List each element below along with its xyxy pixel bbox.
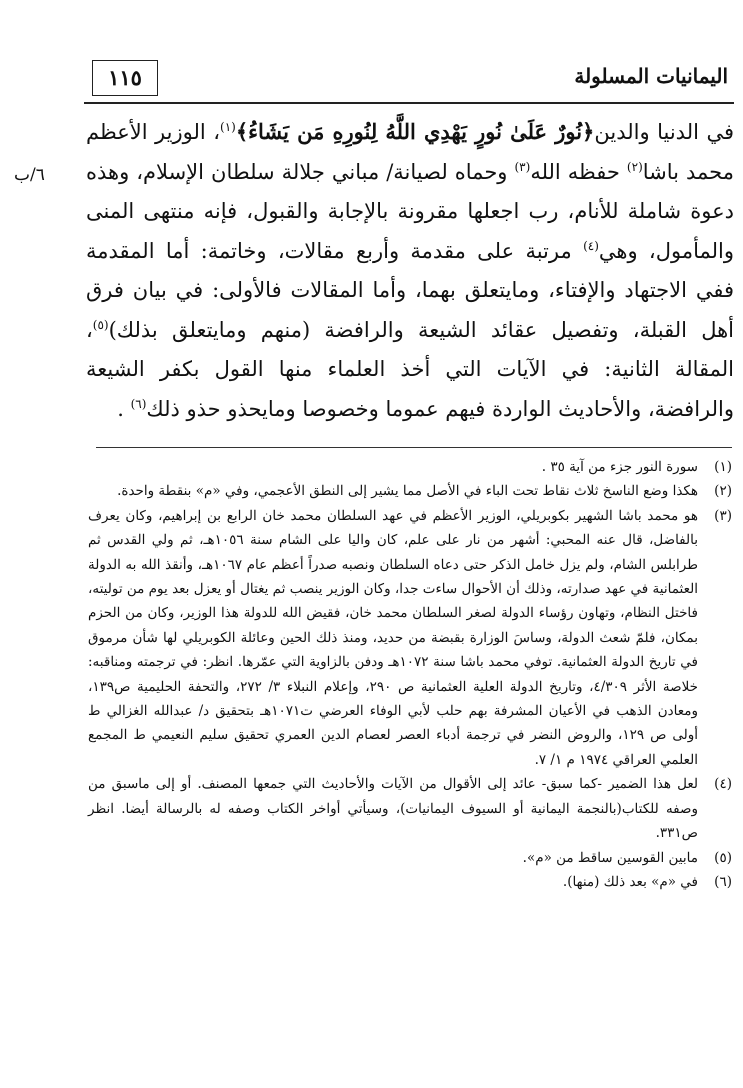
page-header — [84, 60, 734, 104]
footnote-2 — [88, 479, 732, 503]
text-run: . — [117, 396, 131, 421]
footnotes — [88, 455, 732, 894]
footnote-text: مابين القوسين ساقط من «م». — [522, 849, 698, 866]
text-run: ، الوزير الأعظم محمد باشا — [86, 120, 734, 184]
footnote-separator — [96, 447, 732, 448]
footnote-text: في «م» بعد ذلك (منها). — [562, 873, 698, 890]
footnote-6 — [88, 870, 732, 894]
footnote-number: (٣) — [714, 507, 732, 524]
footnote-3 — [88, 504, 732, 772]
quran-verse: ﴿نُورٌ عَلَىٰ نُورٍ يَهْدِي اللَّهُ لِنُورِهِ مَن يَشَاءُ﴾ — [235, 119, 595, 144]
footnote-ref-3[interactable]: (٣) — [514, 159, 531, 174]
footnote-ref-4[interactable]: (٤) — [583, 238, 599, 253]
text-run: مرتبة على مقدمة وأربع مقالات، وخاتمة: أما المقدمة ففي الاجتهاد والإفتاء، ومايتعلق بهما، وأما المقالات فالأولى: في بيان فرق أهل القبلة، وتفصيل عقائد الشيعة والرافضة (منهم ومايتعلق بذلك) — [86, 238, 734, 342]
text-run: في الدنيا والدين — [594, 120, 734, 144]
running-title: اليمانيات المسلولة — [574, 64, 728, 88]
footnote-number: (٦) — [714, 873, 732, 890]
footnote-ref-2[interactable]: (٢) — [626, 159, 643, 174]
footnote-number: (٢) — [714, 483, 732, 500]
footnote-text: لعل هذا الضمير -كما سبق- عائد إلى الأقوال من الآيات والأحاديث التي جمعها المصنف. أو إلى ماسبق من وصفه للكتاب(بالنجمة اليمانية أو السيوف اليمانيات)، وسيأتي أواخر الكتاب وصفه له بالرسالة أيضا. انظر ص٣٣١. — [88, 776, 698, 842]
footnote-ref-5[interactable]: (٥) — [92, 317, 109, 332]
footnote-number: (٤) — [714, 776, 732, 793]
main-paragraph — [86, 112, 734, 429]
footnote-ref-6[interactable]: (٦) — [130, 396, 147, 411]
text-run: حفظه الله — [530, 159, 627, 184]
footnote-text: هكذا وضع الناسخ ثلاث نقاط تحت الباء في الأصل مما يشير إلى النطق الأعجمي، وفي «م» بنقطة واحدة. — [117, 483, 698, 500]
footnote-1 — [88, 455, 732, 479]
text-run: ، المقالة الثانية: في الآيات التي أخذ العلماء منها القول بكفر الشيعة والرافضة، والأحاديث الواردة فيهم عموما وخصوصا ومايحذو حذو ذلك — [86, 317, 734, 421]
margin-folio-note: ٦/ب — [14, 165, 45, 185]
main-text — [86, 112, 734, 429]
footnote-number: (١) — [714, 459, 732, 475]
footnote-ref-1[interactable]: (١) — [220, 120, 236, 134]
header-rule — [84, 102, 734, 104]
footnote-text: هو محمد باشا الشهير بكوبريلي، الوزير الأعظم في عهد السلطان محمد خان الرابع بن إبراهيم، وكان يعرف بالفاضل، قال عنه المحبي: أشهر من نار على علم، كان واليا على الشام سنة ١٠٥٦هـ، ثم ولي القدس ثم طرابلس الشام، ولم يزل خامل الذكر حتى دعاه السلطان ونصبه صدراً أعظم عام ١٠٦٧هـ، وأنقذ الله به الدولة العثمانية في عهد صدارته، وذلك أن الأحوال ساءت جدا، وكان الوزير ينصب ثم يغتال أو يعزل بعد يوم من توليته، فاختل النظام، وتهاون رؤساء الدولة لصغر السلطان محمد خان، فقيض الله للدولة هذا الوزير، وكان من الحزم بمكان، فلمّ شعث الدولة، وساسَ الوزارة بقبضة من حديد، ومنذ ذلك الحين وعائلة الكوبريلي لها شأن مرموق في تاريخ الدولة العثمانية. توفي محمد باشا سنة ١٠٧٢هـ ودفن بالزاوية التي عمّرها. انظر: في ترجمته ومناقبه: خلاصة الأثر ٤/٣٠٩، وتاريخ الدولة العلية العثمانية ص ٢٩٠، وإعلام النبلاء ٣/ ٢٧٢، والتحفة الحليمية ص١٣٩، ومعادن الذهب في الأعيان المشرفة بهم حلب لأبي الوفاء العرضي ت١٠٧١هـ بتحقيق د/ عبدالله الغزالي ط أولى ص ١٢٩، والروض النضر في ترجمة أدباء العصر لعصام الدين العمري تحقيق سليم النعيمي ط المجمع العلمي العراقي ١٩٧٤ م ١/ ٧. — [88, 507, 698, 768]
footnote-4 — [88, 772, 732, 845]
text-run: وحماه لصيانة/ مباني جلالة سلطان الإسلام، وهذه دعوة شاملة للأنام، رب اجعلها مقرونة بالإجابة والقبول، فإنه منتهى المنى والمأمول، وهي — [86, 159, 734, 263]
footnote-number: (٥) — [714, 849, 732, 866]
page-number: ١١٥ — [92, 60, 158, 96]
footnote-5 — [88, 846, 732, 870]
footnote-text: سورة النور جزء من آية ٣٥ . — [541, 459, 698, 475]
